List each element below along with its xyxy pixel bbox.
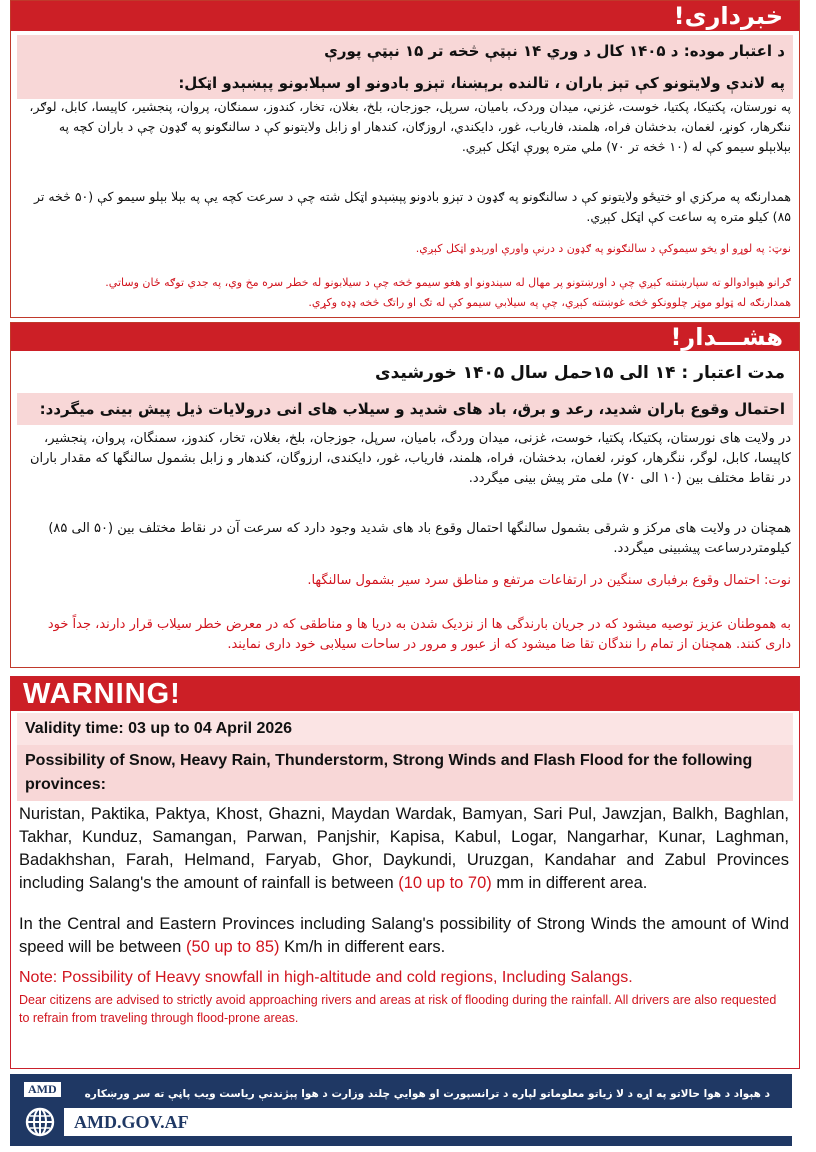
- dari-validity: [17, 357, 793, 389]
- english-wind: [19, 913, 789, 959]
- pashto-provinces: په نورستان، پکتیکا، پکتیا، خوست، غزني، میدان وردک، بامیان، سرپل، جوزجان، بلخ، بغلان، تخار، کندوز، سمنګان، پروان، پنجشیر، کاپیسا، کابل، لوګر، ننګرهار، کونړ، لغمان، بدخشان فراه، هلمند، فاریاب، غور، دایکندي، اروزګان، کندهار او زابل ولایتونو کې د سالنګونو په ګډون چې د باران کچه په بېلابېلو سیمو کې له (۱۰ څخه تر ۷۰) ملي متره پورې اټکل کېږي.: [29, 99, 791, 154]
- dari-heading: [17, 393, 793, 425]
- dari-advice: به هموطنان عزیز توصیه میشود که در جریان بارندگی ها از نزدیک شدن به دریا ها و مناطقی که در معرض خطر سیلاب قرار دارند، جداً خود داری کنند. همچنان از تمام را نندگان تقا ضا میشود که از عبور و مرور در ساحات سیلابی خود داری نمایند.: [47, 617, 791, 652]
- dari-title: هشـــدار!: [670, 323, 783, 351]
- dari-warning-panel: [10, 322, 800, 668]
- website-link[interactable]: AMD.GOV.AF: [64, 1108, 794, 1136]
- english-note: Note: Possibility of Heavy snowfall in high-altitude and cold regions, Including Salangs.: [19, 969, 633, 986]
- pashto-title-banner: [11, 1, 799, 31]
- dari-wind: همچنان در ولایت های مرکز و شرقی بشمول سالنگها احتمال وقوع باد های شدید وجود دارد که سرعت آن در نقاط مختلف بین (۵۰ الی ۸۵) کیلومتردرساعت پیشبینی میگردد.: [48, 521, 791, 556]
- english-wind-unit: Km/h in different ears.: [279, 938, 446, 956]
- english-wind-range: (50 up to 85): [185, 938, 280, 956]
- dari-heading-text: احتمال وقوع باران شدید، رعد و برق، باد های شدید و سیلاب های انی درولایات ذیل پیش بینی میگردد:: [39, 400, 785, 418]
- pashto-title: خبرداری!: [673, 2, 783, 30]
- english-provinces: [19, 803, 789, 895]
- pashto-warning-panel: [10, 0, 800, 318]
- pashto-wind: همدارنګه په مرکزي او ختیځو ولایتونو کې د سالنګونو په ګډون د تېزو بادونو پېښېدو اټکل شته چې د سرعت کچه یې په بېلا بېلو سیمو کې (۵۰ څخه تر ۸۵) کیلو متره په ساعت کې اټکل کېږي.: [33, 189, 791, 224]
- english-provinces-text: Nuristan, Paktika, Paktya, Khost, Ghazni, Maydan Wardak, Bamyan, Sari Pul, Jawzjan, Balkh, Baghlan, Takhar, Kunduz, Samangan, Parwan, Panjshir, Kapisa, Kabul, Logar, Nangarhar, Kunar, Laghman, Badakhshan, Farah, Helmand, Faryab, Ghor, Daykundi, Uruzgan, Kandahar and Zabul Provinces including Salang's the amount of rainfall is between: [19, 805, 789, 892]
- pashto-validity-text: د اعتبار موده: د ۱۴۰۵ کال د وري ۱۴ نېټې څخه تر ۱۵ نېټې پورې: [324, 42, 785, 60]
- english-heading: Possibility of Snow, Heavy Rain, Thunderstorm, Strong Winds and Flash Flood for the following provinces:: [17, 745, 793, 801]
- dari-title-banner: [11, 323, 799, 351]
- pashto-heading-text: په لاندې ولایتونو کې تېز باران ، تالنده برېښنا، تېزو بادونو او سېلابونو پېښېدو اټکل:: [178, 74, 785, 92]
- english-title: WARNING!: [11, 677, 799, 711]
- english-advice: Dear citizens are advised to strictly avoid approaching rivers and areas at risk of flooding during the rainfall. All drivers are also requested to refrain from traveling through flood-prone areas.: [19, 993, 777, 1025]
- english-rain-unit: mm in different area.: [491, 874, 648, 892]
- english-validity: Validity time: 03 up to 04 April 2026: [17, 713, 793, 745]
- dari-note: نوت: احتمال وقوع برفباری سنگین در ارتفاعات مرتفع و مناطق سرد سیر بشمول سالنگها.: [307, 573, 791, 588]
- pashto-advice-2: همدارنګه له ټولو موټر چلوونکو څخه غوښتنه کېږي، چې په سیلابي سیمو کې له تګ او راتګ څخه ډډه وکړي.: [308, 296, 791, 309]
- english-warning-panel: [10, 676, 800, 1069]
- dari-validity-text: مدت اعتبار : ۱۴ الی ۱۵حمل سال ۱۴۰۵ خورشیدی: [375, 363, 785, 383]
- english-wind-text: In the Central and Eastern Provinces including Salang's possibility of Strong Winds the amount of Wind speed will be between: [19, 915, 789, 956]
- footer-info: د هېواد د هوا حالاتو په اړه د لا زیاتو معلوماتو لپاره د ترانسپورت او هوايي چلند وزارت د هوا پېژندنې ریاست ویب پاڼې ته سر ورښکاره: [84, 1088, 770, 1100]
- globe-icon: [24, 1106, 56, 1138]
- english-rain-range: (10 up to 70): [398, 874, 492, 892]
- amd-tag: AMD: [24, 1082, 61, 1097]
- footer: [10, 1074, 792, 1146]
- pashto-advice-1: ګرانو هېوادوالو ته سپارښتنه کېږي چې د اورښتونو پر مهال له سیندونو او هغو سیمو څخه چې د سیلابونو له خطر سره مخ وي، په جدي توګه ځان وساتي.: [105, 276, 791, 289]
- pashto-note: نوټ: په لوړو او یخو سیموکې د سالنګونو په ګډون د درنې واورې اورېدو اټکل کېږي.: [415, 242, 791, 255]
- dari-provinces: در ولایت های نورستان، پکتیکا، پکتیا، خوست، غزنی، میدان وردگ، بامیان، سرپل، جوزجان، بلخ، بغلان، تخار، کندوز، سمنگان، پروان، پنجشیر، کاپیسا، کابل، لوگر، ننگرهار، کونر، لغمان، بدخشان، فراه، هلمند، فاریاب، غور، دایکندی، ارزوگان، کندهار و زابل بشمول سالنگها که مقدار باران در نقاط مختلف بین (۱۰ الی ۷۰) ملی متر پیش بینی میگردد.: [29, 431, 791, 486]
- pashto-heading: [17, 67, 793, 99]
- pashto-validity: [17, 35, 793, 67]
